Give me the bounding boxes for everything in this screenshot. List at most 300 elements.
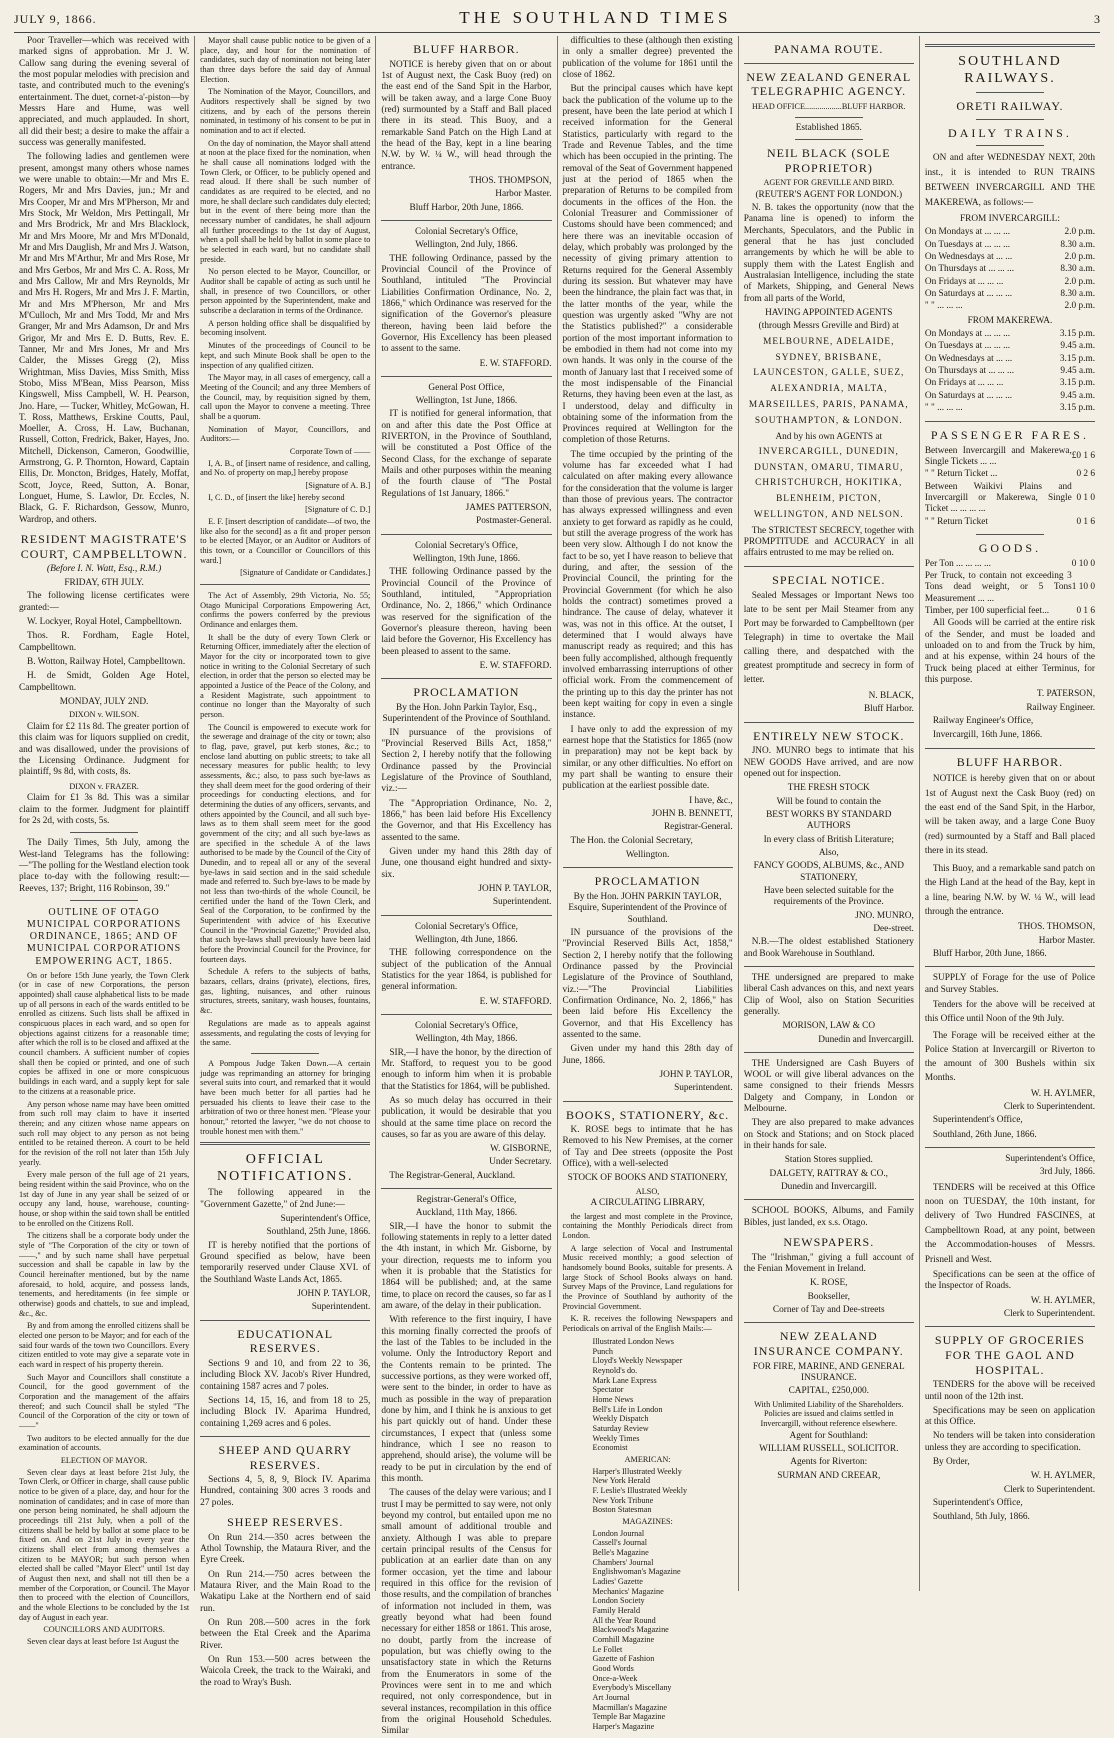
divider xyxy=(925,421,1095,422)
column-5 xyxy=(739,36,920,1591)
advert-line: Have been selected suitable for the requirements of the Province. xyxy=(763,885,894,908)
section-heading: NEW ZEALAND GENERAL TELEGRAPHIC AGENCY. xyxy=(746,69,912,99)
table-cell-value: 0 1 0 xyxy=(1076,493,1096,504)
goods-table xyxy=(925,559,1095,619)
timetable-row xyxy=(925,378,1095,390)
table-cell-value: 2.0 p.m. xyxy=(1064,227,1096,238)
divider xyxy=(563,867,733,868)
advert-text: They are also prepared to make advances on Stock and Stations; and on Stock placed in their hands for sale. xyxy=(743,1118,914,1152)
timetable-row xyxy=(925,264,1095,276)
section-heading: EDUCATIONAL RESERVES. xyxy=(237,1326,334,1356)
table-cell-label: On Tuesdays at ... ... ... xyxy=(924,341,1011,352)
divider xyxy=(381,376,551,377)
signature-title: Harbor Master. xyxy=(495,189,552,200)
advert-text: ON and after WEDNESDAY NEXT, 20th inst., it is intended to RUN TRAINS BETWEEN INVERCARGILL AND THE MAKEREWA, as follows:— xyxy=(924,153,1096,209)
section-heading: NEWSPAPERS. xyxy=(783,1235,875,1250)
divider xyxy=(563,1101,733,1102)
timetable-row xyxy=(925,391,1095,403)
advert-line: Agent for Southland: xyxy=(789,1430,869,1441)
newspaper-title: THE SOUTHLAND TIMES xyxy=(459,8,732,27)
periodicals-list: Harper's Illustrated Weekly New York Herald F. Leslie's Illustrated Weekly New York Tribune Boston Statesman xyxy=(592,1466,688,1515)
signature-title: Under Secretary. xyxy=(489,1157,552,1168)
office-date: Wellington, 4th May, 1866. xyxy=(415,1034,518,1045)
article-text: No person elected to be Mayor, Councillor, or Auditor shall be capable of acting as such until he shall, in presence of two Councillors, or other person appointed by the Superintendent, make and subscribe a declaration in terms of the Ordinance. xyxy=(200,267,371,316)
notice-text: The Forage will be received either at the Police Station at Invercargill or Riverton to the amount of 300 Bushels within six Months. xyxy=(924,1030,1096,1083)
agent-line: (REUTER'S AGENT FOR LONDON.) xyxy=(755,189,903,200)
agents-heading: HAVING APPOINTED AGENTS xyxy=(765,308,893,319)
column-2 xyxy=(195,36,376,1688)
section-heading: GOODS. xyxy=(978,541,1042,556)
form-line: I, C. D., of [insert the like] hereby second xyxy=(208,492,345,502)
section-heading: PROCLAMATION xyxy=(413,685,520,700)
article-text: The following appeared in the "Government Gazette," of 2nd June:— xyxy=(200,1188,371,1210)
article-text: By and from among the enrolled citizens shall be elected one person to be Mayor; and for each of the said four wards of the town two Councillors. Every citizen entitled to vote may give a separate vote in each ward in respect of his property therein. xyxy=(19,1321,190,1369)
timetable-makerewa xyxy=(925,329,1095,415)
advert-line: BEST WORKS BY STANDARD AUTHORS xyxy=(766,809,892,832)
article-text: Any person whose name may have been omitted from such roll may claim to have it inserted therein; and any citizen whose name appears on such roll may object to any person as not being entitled to be retained thereon. A court to be held for the revision of the roll not later than 15th July yearly. xyxy=(19,1099,190,1167)
form-line: Corporate Town of —— xyxy=(289,446,371,456)
advert-line: THE FRESH STOCK xyxy=(787,783,870,794)
notice-text: NOTICE is hereby given that on or about 1st of August next the Cask Buoy (red) on the east end of the Sand Spit, in the Harbor, will be taken away, and a large Cone Buoy (red) surmounted by a Staff and Ball placed there in its stead. xyxy=(924,774,1096,857)
notice-text: Given under my hand this 28th day of June, 1866. xyxy=(562,1044,733,1066)
columns xyxy=(14,36,1100,1737)
signature: E. W. STAFFORD. xyxy=(479,996,552,1007)
fare-row xyxy=(925,469,1095,481)
advert-line: Station Stores supplied. xyxy=(784,1155,873,1166)
office-line: Superintendent's Office, xyxy=(280,1214,371,1225)
table-cell-label: On Thursdays at ... ... ... xyxy=(924,365,1015,376)
section-heading: BLUFF HARBOR. xyxy=(956,754,1064,769)
article-text: Seven clear days at least before 1st August the xyxy=(27,1637,179,1647)
notice-text: TENDERS will be received at this Office noon on TUESDAY, the 10th instant, for delivery of Two Hundred FASCINES, at Campbelltown Road, at any point, between the Accommodation-houses of Messrs. Prisnell and West. xyxy=(924,1182,1096,1265)
notice-text: No tenders will be taken into consideration unless they are according to specification. xyxy=(924,1431,1096,1453)
article-text: The Council is empowered to execute work for the sewerage and drainage of the city or town; also to flag, pave, gravel, put kerb stones, &c.; to enclose land abutting on public streets; to take all necessary measures for public health; to levy assessments, &c.; also, to pass such bye-laws as they shall deem meet for the good ordering of their proceedings for conducting elections, and for determining the duties of any officers, servants, and others appointed by the Council, and all such bye-laws as to them shall seem meet for the good government of the city; and all such bye-laws as are specified in the schedule A of the laws authorised to be made by the Council of the City of Dunedin, and to repeal all or any of the several bye-laws in said section and in the said schedule made and referred to. Such bye-laws to be made by not less than two-thirds of the whole Council, be certified under the hand of the Town Clerk, and Seal of the Corporation, to be confirmed by the Superintendent with advice of his Executive Council in the "Provincial Gazette;" Provided also, that such bye-laws shall previously have been laid before the Provincial Council for the Province, for fourteen days. xyxy=(200,722,371,964)
agents-sub: And by his own AGENTS at xyxy=(775,431,883,442)
table-cell-value: 9.45 a.m. xyxy=(1060,365,1096,376)
divider xyxy=(744,966,914,967)
table-cell-label: On Wednesdays at ... ... xyxy=(924,251,1013,262)
section-heading: SHEEP AND QUARRY RESERVES. xyxy=(218,1442,353,1472)
divider xyxy=(976,119,1044,120)
article-text: A Pompous Judge Taken Down.—A certain judge was reprimanding an attorney for bringing several suits into court, and remarked that it would have been much better for all parties had he persuaded his clients to leave their case to the arbitration of two or three honest men. "Please your honour," retorted the lawyer, "we do not choose to trouble honest men with them." xyxy=(200,1058,371,1136)
table-cell-label: " " ... ... ... xyxy=(924,301,963,312)
table-cell-label: On Fridays at ... ... ... xyxy=(924,378,1004,389)
notice-text: Specifications may be seen on application at this Office. xyxy=(924,1405,1096,1428)
signature-title: Superintendent. xyxy=(674,1083,733,1094)
agents-sub: (through Messrs Greville and Bird) at xyxy=(758,321,899,332)
table-cell-label: Per Truck, to contain not exceeding 3 Tons dead weight, or 5 Tons Measurement ... ... xyxy=(924,571,1072,604)
table-cell-value: 2.0 p.m. xyxy=(1064,301,1096,312)
timetable-row xyxy=(925,366,1095,378)
divider xyxy=(381,1188,551,1189)
table-cell-label: On Saturdays at ... ... ... xyxy=(924,390,1013,401)
divider xyxy=(744,63,914,64)
divider xyxy=(200,1436,370,1437)
table-cell-value: 2.0 p.m. xyxy=(1064,251,1096,262)
divider xyxy=(381,678,551,679)
letter-text: The time occupied by the printing of the volume has far exceeded what I had calculated on after making every allowance for the consideration that the volume is larger than those of previous years. The contractor has always expressed willingness and even anxiety to get forward as rapidly as he could, but still the average progress of the work has been very slow. Although I do not know the fact to be so, yet I have reason to believe that during, and after, the session of the Provincial Council, the printing for the Provincial Government (for which he also holds the contract) sometimes proved a hindrance. The cause of delay, whatever it was, was not in this office. At the outset, I determined that I would always have manuscript ready as required; and this has been fully accomplished, although frequently involved embarrassing interruptions of other official work. From the commencement of the printing up to this day the printer has not been kept waiting for copy in even a single instance. xyxy=(562,449,733,721)
timetable-heading: FROM INVERCARGILL: xyxy=(959,213,1060,224)
notice-text: This Buoy, and a remarkable sand patch on the High Land at the head of the Bay, kept in a line, bearing N.W. by W. ¼ W., will lead through the entrance. xyxy=(924,863,1096,917)
article-text: Schedule A refers to the subjects of baths, bazaars, cellars, drains (private), elections, fires, gas, lighting, nuisances, and other ruinous structures, streets, sanitary, wash houses, fountains, &c. xyxy=(200,967,371,1016)
notice-text: IN pursuance of the provisions of the "Provincial Reserved Bills Act, 1858," Section 2, I hereby notify that the following Ordinance passed by the Provincial Legislature of the Province of Southland, viz.:—"The Provincial Liabilities Confirmation Ordinance, No. 2, 1866," has been laid before His Excellency the Governor, and that His Excellency has assented to the same. xyxy=(562,927,733,1040)
table-cell-value: 8.30 a.m. xyxy=(1060,239,1096,250)
article-text: Two auditors to be elected annually for the due examination of accounts. xyxy=(19,1433,190,1453)
section-heading: PROCLAMATION xyxy=(594,874,701,889)
advert-text: All Goods will be carried at the entire risk of the Sender, and must be loaded and unloaded on to and from the Truck by him, and at his expense, within 24 hours of the Truck being placed at either Terminus, for this purpose. xyxy=(924,618,1096,685)
office-date: Wellington, 4th June, 1866. xyxy=(415,934,518,945)
timetable-row xyxy=(925,341,1095,353)
advert-line: With Unlimited Liability of the Shareholders. Policies are issued and claims settled in Invercargill, without reference elsewhere. xyxy=(754,1399,904,1428)
issue-date: JULY 9, 1866. xyxy=(14,12,97,26)
court-before: (Before I. N. Watt, Esq., R.M.) xyxy=(46,564,162,575)
article-text: Seven clear days at least before 21st July, the Town Clerk, or Officer in charge, shall cause public notice to be given of a place, day, and hour for the nomination of candidates; and in case of more than one person being nominated, he shall adjourn the proceedings till 21st July, when a poll of the citizens shall be held by ballot at some place to be fixed on. And on 21st July in every year the citizens shall elect from among themselves a citizen to be MAYOR; but such person when elected shall be called "Mayor Elect" until 1st day of August then next, and shall not till then be a member of the Corporation, or Council. The Mayor then to proceed with the election of Councillors, and the whole Elections to be concluded by the 1st day of August in each year. xyxy=(19,1467,190,1622)
advert-text: K. R. receives the following Newspapers and Periodicals on arrival of the English Mails:— xyxy=(562,1314,733,1334)
signature: N. BLACK, xyxy=(868,691,914,701)
divider xyxy=(70,900,138,901)
divider xyxy=(744,566,914,567)
section-heading: SHEEP RESERVES. xyxy=(227,1515,344,1530)
signature-title: Superintendent. xyxy=(311,1302,371,1313)
advert-text: The "Irishman," giving a full account of the Fenian Movement in Ireland. xyxy=(743,1252,914,1275)
signature: W. H. AYLMER, xyxy=(1030,1088,1096,1099)
advert-line: STOCK OF BOOKS AND STATIONERY, xyxy=(567,1173,728,1184)
divider xyxy=(381,915,551,916)
advert-text: the largest and most complete in the Province, containing the Monthly Periodicals direct from London. xyxy=(562,1211,733,1241)
divider xyxy=(925,44,1095,47)
advert-line: In every class of British Literature; xyxy=(763,834,894,845)
signature-title: Bluff Harbor. xyxy=(863,704,914,715)
advert-line: CAPITAL, £250,000. xyxy=(788,1386,869,1397)
advert-line: Also, xyxy=(818,847,839,858)
periodicals-list: London Journal Cassell's Journal Belle's Magazine Chambers' Journal Englishwoman's Magazine Ladies' Gazette Mechanics' Magazine London Society Family Herald All the Year Round Blackwood's Magazine Cornhill Magazine Le Follet Gazette of Fashion Good Words Once-a-Week Everybody's Miscellany Art Journal Macmillan's Magazine Temple Bar Magazine Harper's Magazine xyxy=(592,1528,681,1732)
divider xyxy=(200,1320,370,1321)
timetable-row xyxy=(925,301,1095,313)
article-text: The Daily Times, 5th July, among the West-land Telegrams has the following:—"The polling for the Westland election took place to-day with the following result:—Reeves, 137; Bright, 116 Robinson, 39." xyxy=(19,838,190,894)
divider xyxy=(795,139,863,140)
table-cell-label: " " ... ... ... xyxy=(924,402,963,413)
proclamation-by: By the Hon. JOHN PARKIN TAYLOR, Esquire, Superintendent of the Province of Southland. xyxy=(568,891,727,925)
notice-text: The "Appropriation Ordinance, No. 2, 1866," has been laid before His Excellency the Governor, and that His Excellency has assented to the same. xyxy=(381,798,552,843)
table-cell-value: 0 1 6 xyxy=(1076,606,1096,617)
fare-row xyxy=(925,517,1095,529)
table-cell-value: 2.0 p.m. xyxy=(1064,276,1096,287)
office-date: Southland, 5th July, 1866. xyxy=(932,1512,1030,1523)
timetable-row xyxy=(925,252,1095,264)
article-text: Minutes of the proceedings of Council to be kept, and such Minute Book shall be open to the inspection of any qualified citizen. xyxy=(200,341,371,370)
table-cell-value: 8.30 a.m. xyxy=(1060,288,1096,299)
office-line: Superintendent's Office, xyxy=(1005,1153,1096,1164)
license-entry: W. Lockyer, Royal Hotel, Campbelltown. xyxy=(27,616,182,627)
agent-line: AGENT FOR GREVILLE AND BIRD. xyxy=(763,178,895,188)
letter-recipient: The Registrar-General, Auckland. xyxy=(389,1170,516,1181)
advert-text: A large selection of Vocal and Instrumental Music received monthly; a good selection of handsomely bound Books, suitable for presents. A large Stock of School Books always on hand. Survey Maps of the Province, Land regulations for the Province of Southland by authority of the Provincial Government. xyxy=(562,1243,733,1311)
section-heading: DAILY TRAINS. xyxy=(948,125,1072,140)
notice-text: Tenders for the above will be received at this Office until Noon of the 9th July. xyxy=(924,999,1096,1024)
section-heading: NEIL BLACK (SOLE PROPRIETOR) xyxy=(767,145,891,175)
divider xyxy=(925,1326,1095,1327)
notice-text: THE following correspondence on the subject of the publication of the Annual Statistics for the year 1864, is published for general information. xyxy=(381,948,552,993)
advert-text: THE Undersigned are Cash Buyers of WOOL or will give liberal advances on the same consigned to their friends Messrs Dalgety and Company, in London or Melbourne. xyxy=(743,1058,914,1115)
column-1 xyxy=(14,36,195,1647)
office-date: Invercargill, 16th June, 1866. xyxy=(932,730,1043,741)
table-cell-label: On Wednesdays at ... ... xyxy=(924,353,1013,364)
goods-row xyxy=(925,559,1095,571)
signature: W. GISBORNE, xyxy=(490,1144,552,1155)
office-date: Southland, 26th June, 1866. xyxy=(932,1129,1037,1140)
advert-line: SURMAN AND CREEAR, xyxy=(777,1470,881,1481)
divider xyxy=(925,748,1095,749)
signature: E. W. STAFFORD. xyxy=(479,661,552,672)
sub-heading: ELECTION OF MAYOR. xyxy=(60,1456,148,1466)
table-cell-label: On Fridays at ... ... ... xyxy=(924,276,1004,287)
table-cell-label: On Mondays at ... ... ... xyxy=(924,328,1011,339)
notice-text: IN pursuance of the provisions of "Provincial Reserved Bills Act, 1858," Section 2, I hereby notify that the following Ordinance passed by the Provincial Legislature of the Province of Southland, viz.:— xyxy=(381,727,552,795)
timetable-row xyxy=(925,329,1095,341)
timetable-row xyxy=(925,289,1095,301)
article-text: A person holding office shall be disqualified by becoming insolvent. xyxy=(200,318,371,338)
form-line: I, A. B., of [insert name of residence, and calling, and No. of property on map,] hereby propose xyxy=(200,458,371,478)
table-cell-label: On Saturdays at ... ... ... xyxy=(924,288,1013,299)
signature: K. ROSE, xyxy=(810,1278,848,1289)
advert-line: FANCY GOODS, ALBUMS, &c., AND STATIONERY, xyxy=(753,861,904,883)
letter-text: With reference to the first inquiry, I have this morning finally corrected the proofs of the last of the Tables to be included in the volume. Only the Introductory Report and the Contents remain to be printed. The successive portions, as they were worked off, were sent to the binder, in order to have as much as possible in the way of preparation done by him, and I think he is anxious to get his part quickly out of hand. Under these circumstances, I expect that (unless some hindrance, which I see no reason to apprehend, should arise), the volume will be ready to be put in circulation by the end of this month. xyxy=(381,1315,552,1485)
reserve-entry: On Run 214.—750 acres between the Mataura River, and the Main Road to the Wakatipu Lake at the Northern end of said run. xyxy=(200,1569,371,1614)
form-signature: [Signature of A. B.] xyxy=(305,480,371,490)
reserve-entry: On Run 153.—500 acres between the Waicola Creek, the track to the Wairaki, and the road to Wray's Bush. xyxy=(200,1655,371,1688)
signature-title: Superintendent. xyxy=(492,897,552,908)
case-title: DIXON v. FRAZER. xyxy=(69,781,139,791)
section-heading: PANAMA ROUTE. xyxy=(774,42,884,56)
notice-text: IT is hereby notified that the portions of Ground specified as below, have been temporarily reserved under Clause XVI. of the Southland Waste Lands Act, 1865. xyxy=(200,1240,371,1285)
signature: JAMES PATTERSON, xyxy=(465,503,552,514)
advert-text: N.B.—The oldest established Stationery and Book Warehouse in Southland. xyxy=(743,937,914,959)
reserve-entry: Sections 14, 15, 16, and from 18 to 25, including Block IV. Aparima Hundred, containing 1,269 acres and 6 poles. xyxy=(200,1395,371,1429)
letter-text: As so much delay has occurred in their publication, it would be desirable that you should at the same time place on record the causes, so far as you are aware of this delay. xyxy=(381,1095,552,1140)
advert-text: THE undersigned are prepared to make liberal Cash advances on this, and next years Clip of Wool, also on Station Securities generally. xyxy=(743,972,914,1017)
divider xyxy=(976,92,1044,93)
divider xyxy=(976,534,1044,535)
article-text: The Mayor may, in all cases of emergency, call a Meeting of the Council; and any three Members of the Council, may, by requisition signed by them, call upon the Mayor to convene a meeting. Three shall be a quorum. xyxy=(200,373,371,421)
advert-text: JNO. MUNRO begs to intimate that his NEW GOODS Have arrived, and are now opened out for inspection. xyxy=(743,746,914,779)
timetable-invercargill xyxy=(925,227,1095,313)
office-date: 3rd July, 1866. xyxy=(1039,1167,1096,1178)
office-date: Southland, 25th June, 1866. xyxy=(266,1227,371,1238)
divider xyxy=(976,145,1044,146)
signature-title: Clerk to Superintendent. xyxy=(1003,1101,1096,1112)
office-line: Colonial Secretary's Office, xyxy=(414,540,518,551)
advert-line: Will be found to contain the xyxy=(776,796,881,807)
divider xyxy=(381,220,551,221)
case-title: DIXON v. WILSON. xyxy=(69,710,139,720)
table-cell-value: 3.15 p.m. xyxy=(1059,328,1096,339)
reserve-entry: On Run 208.—500 acres in the fork between the Etal Creek and the Aparima River. xyxy=(200,1618,371,1651)
section-heading: BLUFF HARBOR. xyxy=(413,42,520,56)
advert-text: The STRICTEST SECRECY, together with PROMPTITUDE and ACCURACY in all affairs entrusted to me may be relied on. xyxy=(743,525,914,559)
table-cell-value: 1 10 0 xyxy=(1071,582,1096,593)
signature: JOHN B. BENNETT, xyxy=(651,808,733,819)
article-text: Poor Traveller—which was received with marked signs of approbation. Mr J. W. Callow sang during the evening several of the most popular melodies with precision and taste, and contributed much to the evening's entertainment. The duet, cornet-a'-piston—by Messrs Hare and Hume, was well appreciated, and much applauded. In short, all did their best; a desire to make the affair a success was generally manifested. xyxy=(19,36,190,148)
advert-line: ALSO, xyxy=(635,1186,660,1196)
agents-list: MELBOURNE, ADELAIDE, SYDNEY, BRISBANE, LAUNCESTON, GALLE, SUEZ, ALEXANDRIA, MALTA, MARSEILLES, PARIS, PANAMA, SOUTHAMPTON, & LONDON. xyxy=(748,336,909,426)
divider xyxy=(381,534,551,535)
divider xyxy=(381,1014,551,1015)
notice-text: THE following Ordinance passed by the Provincial Council of the Province of Southland, intituled, "Appropriation Ordinance, No. 2, 1866," which Ordinance was reserved for the signification of the Governor's pleasure thereon, having been laid before the Governor, His Excellency has been pleased to assent to the same. xyxy=(381,567,552,657)
office-date: Wellington, 19th June, 1866. xyxy=(412,554,521,565)
divider xyxy=(744,1199,914,1200)
table-cell-value: 8.30 a.m. xyxy=(1060,264,1096,275)
form-signature: [Signature of Candidate or Candidates.] xyxy=(240,568,371,578)
notice-text: IT is notified for general information, that on and after this date the Post Office at RIVERTON, in the Province of Southland, will be constituted a Post Office of the Second Class, for the exchange of separate Mails and other purposes within the meaning of the fourth clause of "The Postal Regulations of 1st January, 1866." xyxy=(381,409,552,499)
notice-text: Specifications can be seen at the office of the Inspector of Roads. xyxy=(924,1269,1096,1292)
divider xyxy=(70,832,138,833)
signature-title: Railway Engineer. xyxy=(1026,702,1096,713)
periodicals-list: Illustrated London News Punch Lloyd's Weekly Newspaper Reynold's do. Mark Lane Express Spectator Home News Bell's Life in London Weekly Dispatch Saturday Review Weekly Times Economist xyxy=(592,1336,683,1453)
table-cell-label: Between Waikivi Plains and Invercargill or Makerewa, Single Ticket ... ... ... ... xyxy=(924,481,1072,515)
column-6 xyxy=(920,36,1100,1591)
article-text: The following ladies and gentlemen were present, amongst many others whose names we were unable to obtain:—Mr and Mrs E. Rogers, Mr and Mrs Davies, jun.; Mr and Mrs Cooper, Mr and Mrs M'Pherson, Mr and Mrs Stock, Mr Weldon, Mrs Pettingall, Mr and Mrs Brodrick, Mr and Mrs Blacklock, Mr and Mrs Moore, Mr and Mrs M'Donald, Mr and Mrs Dauglish, Mr and Mrs J. Watson, Mr and Mrs M'Arthur, Mr and Mrs Rose, Mr and Mrs Gerbos, Mr and Mrs C. A. Ross, Mr and Mrs Callow, Mr and Mrs Reynolds, Mr and Mrs H. Rogers, Mr and Mrs J. F. Martin, Mr and Mrs M'Pherson, Mr and Mrs M'Culloch, Mr and Mrs Todd, Mr and Mrs Granger, Mr and Mrs Adamson, Dr and Mrs Grigor, Mr and Mrs E. D. Butts, Rev. E. Tanner, Mr and Mrs Jones, Mr and Mrs Calder, the Misses Gregg (2), Miss Wrightman, Miss Davies, Miss Smith, Miss Stobo, Miss M'Bean, Miss Pearson, Miss Kingswell, Miss Campbell, W. H. Pearson, Jno. Hare, — Tucker, Whitley, McGowan, H. T. Ross, Matthews, Erskine Coutts, Paul, Moeller, A. Cross, H. Law, Buchanan, Russell, Cotton, Fredrick, Baker, Hayes, Jno. Mitchell, Dickenson, Cameron, Goodwillie, Armstrong, G. P. Thornton, Howard, Captain Ellis, Dr. Moncton, Bridges, Hately, Moffat, Scott, Joyce, Reed, Sutton, A. Bonar, Longuet, Hume, S. Lawlor, Dr. Eccles, N. Black, G. F. Richardson, Gessow, Munro, Wardrop, and others. xyxy=(19,152,190,525)
table-cell-label: On Thursdays at ... ... ... xyxy=(924,264,1015,275)
letter-text: SIR,—I have the honor, by the direction of Mr. Stafford, to request you to be good enough to inform him when it is probable that the Statistics for 1864, will be published. xyxy=(381,1047,552,1092)
article-text: Mayor shall cause public notice to be given of a place, day, and hour for the nomination of candidates, such day of nomination not being later than three days before the said day of Annual Election. xyxy=(200,36,371,84)
letter-recipient: The Hon. the Colonial Secretary, xyxy=(570,835,693,846)
notice-date: Bluff Harbor, 20th June, 1866. xyxy=(409,202,524,213)
goods-row xyxy=(925,571,1095,606)
letter-text: The causes of the delay were various; and I trust I may be permitted to say were, not only beyond my control, but entailed upon me no small amount of additional trouble and anxiety. Although I was able to prepare certain principal results of the Census for publication at an earlier date than on any former occasion, yet the time and labour required in this office for the revision of those results, and the compilation of branches of information not included in them, was greatly beyond what had been found necessary for either 1858 or 1861. This arose, no doubt, partly from the increase of population, but was chiefly owing to the unsatisfactory state in which the Returns from the Enumerators in some of the Provinces were sent in to me and which required, not only correspondence, but in several instances, recompilation in this office from the original Household Schedules. Similar xyxy=(381,1488,552,1737)
advert-line: A CIRCULATING LIBRARY, xyxy=(590,1198,705,1209)
letter-text: I have only to add the expression of my earnest hope that the Statistics for 1865 (now in preparation) may not be kept back by similar, or any other difficulties. No effort on my part shall be wanting to ensure their publication at the earliest possible date. xyxy=(562,724,733,792)
signature: JOHN P. TAYLOR, xyxy=(297,1289,371,1299)
section-heading: NEW ZEALAND INSURANCE COMPANY. xyxy=(753,1329,904,1358)
office-line: Railway Engineer's Office, xyxy=(932,715,1034,726)
table-cell-value: 9.45 a.m. xyxy=(1060,390,1096,401)
advert-line: FOR FIRE, MARINE, AND GENERAL INSURANCE. xyxy=(752,1361,905,1383)
office-line: Colonial Secretary's Office, xyxy=(414,1020,518,1031)
article-text: The Act of Assembly, 29th Victoria, No. 55; Otago Municipal Corporations Empowering Act, confirms the powers conferred by the previous Ordinance and enlarges them. xyxy=(200,590,371,629)
notice-text: SUPPLY of Forage for the use of Police and Survey Stables. xyxy=(924,973,1096,995)
office-line: Superintendent's Office, xyxy=(932,1115,1023,1126)
license-entry: B. Wotton, Railway Hotel, Campbelltown. xyxy=(27,656,186,667)
proclamation-by: By the Hon. John Parkin Taylor, Esq., Superintendent of the Province of Southland. xyxy=(382,703,551,725)
letter-text: But the principal causes which have kept back the publication of the volume up to the present, have been the late period at which I received information for the General Statistics, particularly with regard to the Trade and Revenue Tables, and the time which has been occupied in the printing. The removal of the Seat of Government happened just at the period of 1865 when the preparation of Returns to be compiled from documents in the offices of the Hon. the Colonial Treasurer and Commissioner of Customs should have been commenced; and here there was an inevitable occasion of delay, which probably was prolonged by the necessity of giving primary attention to Returns required for the General Assembly during its session. But whatever may have been the hindrance, the plain fact was that, in the latter months of the year, while the question was urgently asked "Why are not the Statistics published?" a considerable portion of the most important information to be embodied in them had not come into my own hands. It was only in the course of the month of January last that I received some of the most indispensable of the Financial Returns, they having been even at the last, as I understood, delay and difficulty in obtaining some of the information from the Provinces required at Wellington for the completion of those Returns. xyxy=(562,84,733,446)
timetable-row xyxy=(925,354,1095,366)
timetable-row xyxy=(925,240,1095,252)
letter-recipient: Wellington. xyxy=(625,849,670,860)
table-cell-value: 0 1 6 xyxy=(1076,516,1096,527)
table-cell-label: Timber, per 100 superficial feet... xyxy=(924,606,1050,617)
article-text: Regulations are made as to appeals against assessments, and regulating the costs of levying for the same. xyxy=(200,1018,371,1048)
signature: JNO. MUNRO, xyxy=(855,910,914,921)
table-cell-value: 3.15 p.m. xyxy=(1059,378,1096,389)
advert-text: K. ROSE begs to intimate that he has Removed to his New Premises, at the corner of Tay and Dee streets (opposite the Post Office), with a well-selected xyxy=(562,1125,733,1170)
advert-line: WILLIAM RUSSELL, SOLICITOR. xyxy=(759,1443,899,1454)
advert-text: SCHOOL BOOKS, Albums, and Family Bibles, just landed, ex s.s. Otago. xyxy=(743,1206,914,1228)
office-line: Superintendent's Office, xyxy=(932,1498,1023,1509)
goods-row xyxy=(925,606,1095,618)
reserve-entry: Sections 4, 5, 8, 9, Block IV. Aparima Hundred, containing 300 acres 3 roods and 27 poles. xyxy=(200,1475,371,1508)
table-cell-label: " " Return Ticket xyxy=(924,516,988,527)
list-heading: MAGAZINES: xyxy=(622,1516,673,1526)
divider xyxy=(744,1322,914,1323)
signature-title: Dee-street. xyxy=(873,923,914,934)
article-text: On or before 15th June yearly, the Town Clerk (or in case of new Corporations, the person appointed) shall cause alphabetical lists to be made up of all persons in each of the wards entitled to be enrolled as citizens. Such lists shall be affixed in conspicuous places in each ward, and so open for objections against citizens for a reasonable time; after which the roll is to be closed and affixed at the council chambers. A sufficient number of copies shall then be copied or printed, and one of such copies be affixed in one or more conspicuous buildings in each ward, and a supply kept for sale to the citizens at a reasonable price. xyxy=(19,970,190,1096)
article-text: Claim for £1 3s 8d. This was a similar claim to the former. Judgment for plaintiff for 2s 2d, with costs, 5s. xyxy=(19,793,190,826)
office-line: General Post Office, xyxy=(428,382,505,393)
article-text: Such Mayor and Councillors shall constitute a Council, for the good government of the Corporation and the management of the affairs thereof; and such Council shall be styled "The Council of the Corporation of the city or town of ——" xyxy=(19,1372,190,1430)
timetable-row xyxy=(925,277,1095,289)
notice-text: THE following Ordinance, passed by the Provincial Council of the Province of Southland, intituled "The Provincial Liabilities Confirmation Ordinance, No. 2, 1866," which Ordinance was reserved for the signification of the Governor's pleasure thereon, having been laid before the Governor, His Excellency has been pleased to assent to the same. xyxy=(381,253,552,355)
masthead xyxy=(14,8,1100,33)
court-date: FRIDAY, 6TH JULY. xyxy=(64,577,144,588)
section-heading: RESIDENT MAGISTRATE'S COURT, CAMPBELLTOWN. xyxy=(20,532,188,561)
section-heading: OUTLINE OF OTAGO MUNICIPAL CORPORATIONS ORDINANCE, 1865; AND OF MUNICIPAL CORPORATIONS EMPOWERING ACT, 1865. xyxy=(26,906,182,967)
signature: JOHN P. TAYLOR, xyxy=(478,883,552,894)
signature: THOS. THOMPSON, xyxy=(469,175,552,186)
article-text: The Nomination of the Mayor, Councillors, and Auditors respectively shall be signed by two citizens, and by each of the persons therein nominated, in testimony of his consent to be put in nomination and to act if elected. xyxy=(200,87,371,136)
list-heading: AMERICAN: xyxy=(624,1454,671,1464)
section-heading: SPECIAL NOTICE. xyxy=(772,572,886,587)
table-cell-label: On Tuesdays at ... ... ... xyxy=(924,239,1011,250)
signature: E. W. STAFFORD. xyxy=(479,358,552,369)
table-cell-value: 3.15 p.m. xyxy=(1059,353,1096,364)
signature: THOS. THOMSON, xyxy=(1017,922,1096,933)
office-line: Colonial Secretary's Office, xyxy=(414,226,518,237)
signature-title: Clerk to Superintendent. xyxy=(1003,1484,1096,1495)
signature-title: Clerk to Superintendent. xyxy=(1003,1308,1096,1319)
column-3 xyxy=(376,36,557,1737)
section-heading: SOUTHLAND RAILWAYS. xyxy=(958,54,1062,87)
article-text: The following license certificates were granted:— xyxy=(19,591,190,613)
notice-text: NOTICE is hereby given that on or about 1st of August next, the Cask Buoy (red) on the east end of the Sand Spit in the Harbor, will be taken away, and a large Cone Buoy (red) surmounted by a Staff and Ball placed there in its stead. This Buoy, and a remarkable Sand Patch on the High Land at the head of the Bay, kept in a line bearing N.W. by W. ¼ W., will head through the entrance. xyxy=(381,59,552,172)
signature-title: Dunedin and Invercargill. xyxy=(818,1034,914,1045)
signature: JOHN P. TAYLOR, xyxy=(659,1069,733,1080)
office-date: Auckland, 11th May, 1866. xyxy=(415,1208,518,1219)
office-date: Wellington, 2nd July, 1866. xyxy=(415,240,518,251)
column-4 xyxy=(558,36,739,1732)
signature: DALGETY, RATTRAY & CO., xyxy=(769,1168,888,1179)
section-heading: SUPPLY OF GROCERIES FOR THE GAOL AND HOSPITAL. xyxy=(934,1333,1085,1377)
form-signature: [Signature of C. D.] xyxy=(305,505,371,515)
signature-title: Dunedin and Invercargill. xyxy=(780,1182,877,1193)
court-date: MONDAY, JULY 2ND. xyxy=(59,696,149,707)
license-entry: H. de Smidt, Golden Age Hotel, Campbelltown. xyxy=(19,671,190,693)
section-heading: BOOKS, STATIONERY, &c. xyxy=(566,1107,730,1122)
divider xyxy=(744,1052,914,1053)
fare-row xyxy=(925,482,1095,517)
section-heading: OFFICIAL NOTIFICATIONS. xyxy=(217,1152,354,1185)
advert-line: Agents for Riverton: xyxy=(790,1457,868,1468)
license-entry: Thos. R. Fordham, Eagle Hotel, Campbelltown. xyxy=(19,631,190,653)
divider xyxy=(200,1142,370,1145)
table-cell-value: £0 1 6 xyxy=(1071,451,1096,462)
sub-heading: COUNCILLORS AND AUDITORS. xyxy=(43,1625,165,1635)
table-cell-label: Between Invercargill and Makerewa, Single Tickets ... ... xyxy=(924,445,1072,468)
office-line: Registrar-General's Office, xyxy=(416,1195,517,1206)
address: Corner of Tay and Dee-streets xyxy=(772,1305,885,1316)
signature: T. PATERSON, xyxy=(1036,689,1096,700)
closing: I have, &c., xyxy=(689,795,733,806)
notice-text: TENDERS for the above will be received until noon of the 12th inst. xyxy=(924,1380,1096,1402)
reserve-entry: On Run 214.—350 acres between the Athol Township, the Mataura River, and the Eyre Creek. xyxy=(200,1532,371,1566)
notice-text: Given under my hand this 28th day of June, one thousand eight hundred and sixty-six. xyxy=(381,846,552,880)
timetable-row xyxy=(925,227,1095,239)
article-text: On the day of nomination, the Mayor shall attend at noon at the place fixed for the nomination, when he shall cause all nominations lodged with the Town Clerk, or Officer, to be publicly opened and read aloud. If there shall be such number of candidates as are required to be elected, and no more, he shall declare such candidates duly elected; but in the event of there being more than the necessary number of candidates, he shall adjourn all further proceedings to the 1st day of August, when a poll shall be held by ballot in some place to be selected in each ward, but no candidate shall preside. xyxy=(200,138,371,264)
table-cell-value: 0 10 0 xyxy=(1071,558,1096,569)
fares-table xyxy=(925,446,1095,529)
signature: MORISON, LAW & CO xyxy=(782,1021,876,1032)
agents-list: INVERCARGILL, DUNEDIN, DUNSTAN, OMARU, TIMARU, CHRISTCHURCH, HOKITIKA, BLENHEIM, PICTON, WELLINGTON, AND NELSON. xyxy=(753,446,904,521)
section-heading: ORETI RAILWAY. xyxy=(956,99,1064,114)
